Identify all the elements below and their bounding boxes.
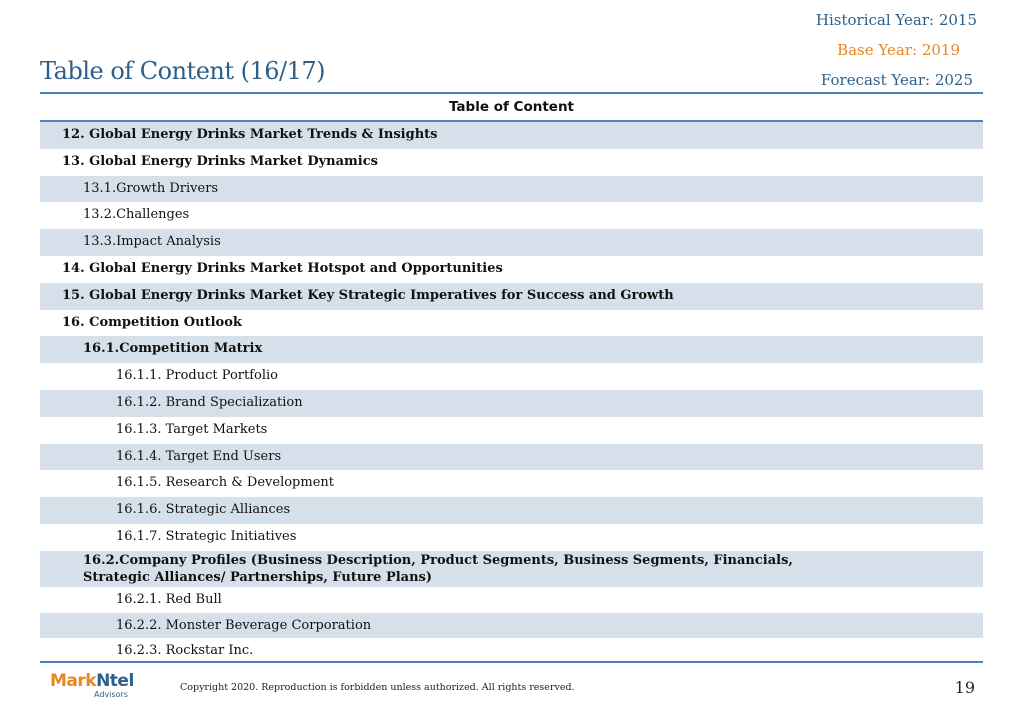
toc-row: 16.1.1. Product Portfolio: [116, 368, 278, 384]
copyright-text: Copyright 2020. Reproduction is forbidden unless authorized. All rights reserved.: [180, 682, 575, 693]
toc-row: 14. Global Energy Drinks Market Hotspot and Opportunities: [62, 260, 503, 276]
toc-heading: Table of Content: [40, 95, 983, 122]
toc-row: 16.1.3. Target Markets: [116, 421, 268, 437]
historical-year: Historical Year: 2015: [815, 11, 977, 29]
toc-row: 16.1.6. Strategic Alliances: [40, 497, 983, 524]
toc-table: [40, 95, 983, 664]
page-number: 19: [954, 678, 975, 697]
toc-row: 13.3.Impact Analysis: [40, 229, 983, 256]
toc-row: 16.1.4. Target End Users: [40, 444, 983, 471]
toc-row: 13.1.Growth Drivers: [40, 176, 983, 203]
toc-row: 13. Global Energy Drinks Market Dynamics: [62, 153, 378, 169]
toc-row: 16. Competition Outlook: [62, 314, 242, 330]
markntel-logo: [50, 671, 140, 703]
toc-row: 16.2.Company Profiles (Business Description, Product Segments, Business Segments, Financials, Strategic Alliances/ Partnerships, Future Plans): [40, 551, 983, 587]
logo-subtext: Advisors: [94, 690, 128, 699]
forecast-year: Forecast Year: 2025: [820, 71, 973, 89]
toc-row: 15. Global Energy Drinks Market Key Strategic Imperatives for Success and Growth: [40, 283, 983, 310]
toc-row: 12. Global Energy Drinks Market Trends & Insights: [40, 122, 983, 149]
toc-row: 16.1.5. Research & Development: [116, 475, 334, 491]
toc-row: 16.2.3. Rockstar Inc.: [116, 643, 254, 659]
logo-text-ntel: Ntel: [96, 671, 134, 691]
toc-row: 16.2.1. Red Bull: [116, 591, 222, 607]
toc-row: 16.1.7. Strategic Initiatives: [116, 528, 297, 544]
toc-row: 16.1.Competition Matrix: [40, 336, 983, 363]
toc-row: 13.2.Challenges: [83, 207, 190, 223]
footer-divider: [40, 661, 983, 663]
toc-row: 16.1.2. Brand Specialization: [40, 390, 983, 417]
logo-text-mark: Mark: [50, 671, 97, 691]
page-title: Table of Content (16/17): [40, 57, 326, 85]
title-divider: [40, 92, 983, 94]
toc-rows: [40, 122, 983, 664]
toc-row: 16.2.2. Monster Beverage Corporation: [40, 613, 983, 639]
base-year: Base Year: 2019: [837, 41, 960, 59]
